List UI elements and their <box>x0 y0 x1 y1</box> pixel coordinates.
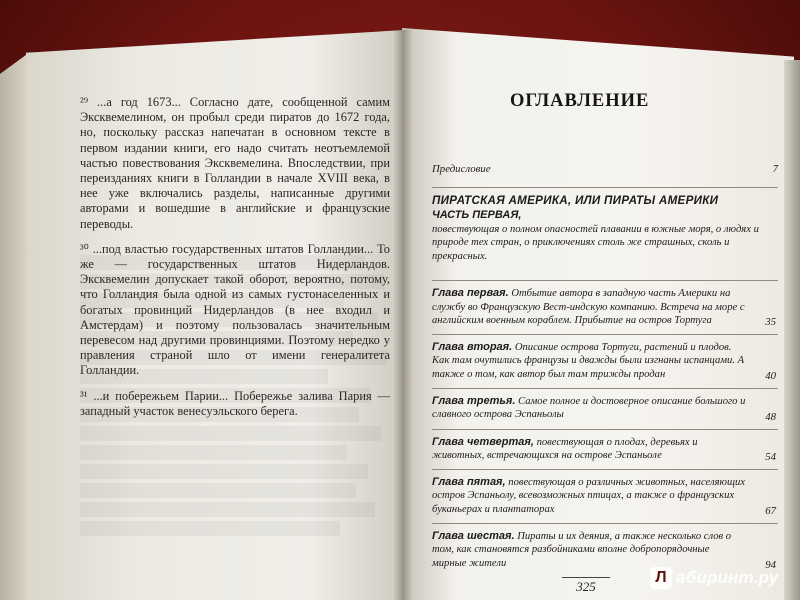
chapter-page: 40 <box>765 370 776 382</box>
toc-entry <box>432 469 778 523</box>
toc-entry <box>432 280 778 334</box>
preface-page: 7 <box>772 163 778 175</box>
chapter-text: Пираты и их деяния, а также несколько слов о том, как становятся разбойниками вполне добропорядочные мирные жители <box>432 531 732 569</box>
toc-title: ОГЛАВЛЕНИЕ <box>510 91 650 111</box>
chapter-page: 94 <box>765 558 776 571</box>
chapter-page: 67 <box>765 505 776 518</box>
chapter-name: Глава шестая. <box>432 530 515 543</box>
footnote-29: ²⁹ ...а год 1673... Согласно дате, сообщенной самим Эксквемелином, он пробыл среди пиратов до 1672 года, но, поскольку рассказ напечатан в основном тексте в первом издании книги, его надо считать неотъемлемой частью повествования Эксквемелина. Впоследствии, при переизданиях книги в Голландии в начале XVIII века, в нее уже включались разделы, написанные другими авторами и вошедшие в английские и французские переводы. <box>80 95 390 231</box>
chapter-text: Описание острова Тортуги, растений и плодов. Как там очутились французы и дважды были изгнаны испанцами. А также о том, как автор был там трижды продан <box>432 342 745 380</box>
part-title: ПИРАТСКАЯ АМЕРИКА, ИЛИ ПИРАТЫ АМЕРИКИ <box>432 194 719 207</box>
page-stack-edge-right <box>784 60 800 600</box>
toc-entry <box>432 334 778 388</box>
chapter-name: Глава первая. <box>432 287 509 300</box>
footnote-30: ³⁰ ...под властью государственных штатов Голландии... То же — государственных штатов Нидерландов. Эксквемелин допускает такой оборот, вероятно, потому, что Голландия была одной из самых густонаселенных и богатых провинций Нидерландов (в нее входил и Амстердам) и поэтому пользовалась значительным перевесом над другими провинциями. Поэтому нередко у правления страной шло от имени генералитета Голландии. <box>80 241 390 378</box>
footnote-31: ³¹ ...и побережьем Парии... Побережье залива Пария — западный участок венесуэльского берега. <box>80 388 390 418</box>
preface-label: Предисловие <box>432 163 491 175</box>
chapter-name: Глава третья. <box>432 395 516 407</box>
chapter-text: Самое полное и достоверное описание большого и славного острова Эспаньолы <box>432 396 746 421</box>
chapter-text: повествующая о плодах, деревьях и животных, встречающихся на острове Эспаньоле <box>432 436 698 461</box>
chapter-name: Глава вторая. <box>432 341 513 354</box>
watermark-text: абиринт.ру <box>676 568 779 587</box>
watermark <box>650 567 778 589</box>
chapter-name: Глава четвертая, <box>432 435 534 448</box>
toc-entry <box>432 388 778 429</box>
part-description: повествующая о полном опасностей плавании в южные моря, о людях и природе тех стран, о приключениях столь же страшных, сколь и прекрасных. <box>432 224 759 262</box>
part-subtitle: ЧАСТЬ ПЕРВАЯ, <box>432 209 522 221</box>
page-stack-edge <box>0 52 30 600</box>
chapter-text: повествующая о различных животных, населяющих остров Эспаньолу, всевозможных птицах, а также о французских буканьерах и плантаторах <box>432 477 745 515</box>
toc-preface-row <box>432 163 778 175</box>
chapter-text: Отбытие автора в западную часть Америки на службу во Французскую Вест-индскую компанию. Встреча на море с английским военным кораблем. Прибытие на остров Тортуга <box>432 288 745 326</box>
labirint-logo-icon: Л <box>650 567 672 589</box>
chapter-name: Глава пятая, <box>432 476 506 489</box>
book-gutter <box>393 30 413 600</box>
chapter-page: 54 <box>765 451 776 464</box>
chapter-page: 35 <box>765 316 776 329</box>
table-of-contents <box>432 163 778 577</box>
chapter-page: 48 <box>765 410 776 423</box>
toc-entry <box>432 429 778 470</box>
page-number: 325 <box>562 577 610 595</box>
show-through-text <box>80 255 390 540</box>
part-heading <box>432 187 778 280</box>
